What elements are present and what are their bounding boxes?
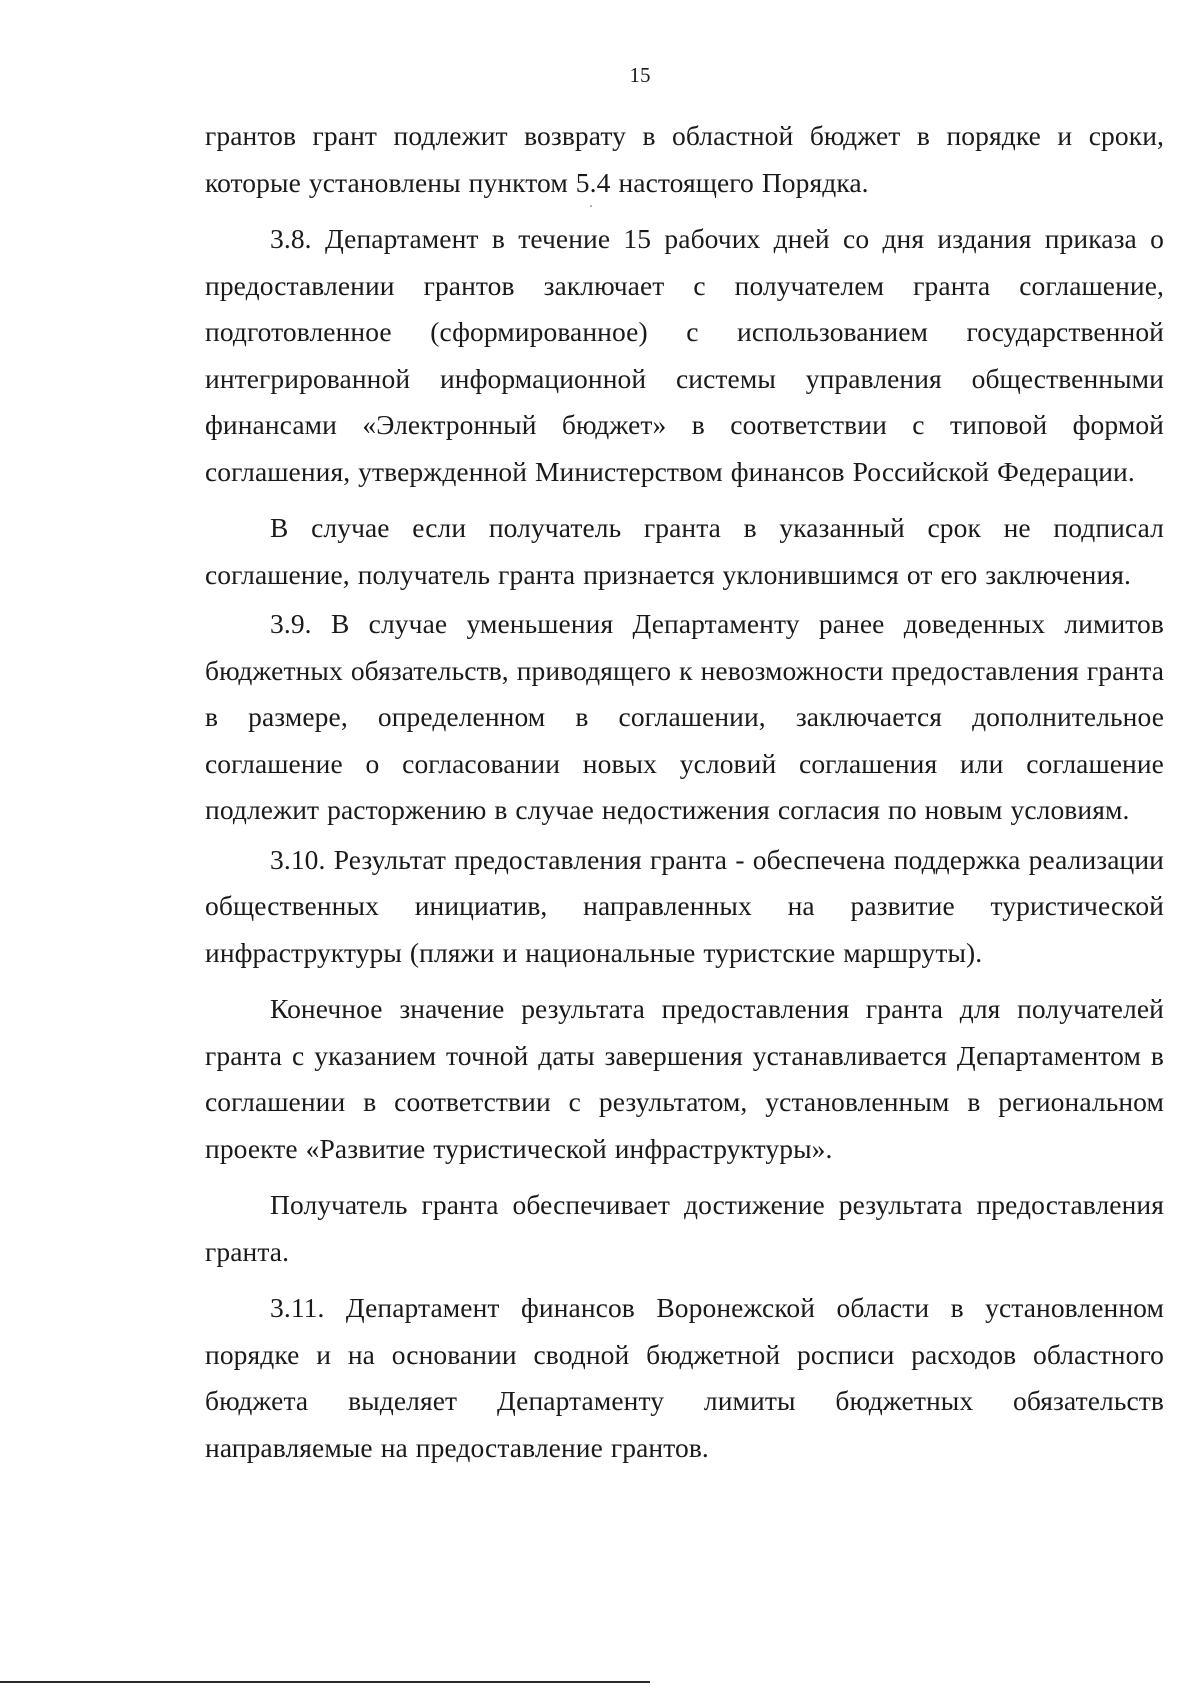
paragraph-continuation: грантов грант подлежит возврату в областной бюджет в порядке и сроки, которые установлены пунктом 5.4 настоящего Порядка. [205, 120, 1164, 198]
scan-bottom-edge-line [0, 1681, 650, 1683]
paragraph-clause-3-9: 3.9. В случае уменьшения Департаменту ранее доведенных лимитов бюджетных обязательств, приводящего к невозможности предоставления гранта в размере, определенном в соглашении, заключается дополнительное соглашение о согласовании новых условий соглашения или соглашение подлежит расторжению в случае недостижения согласия по новым условиям. [205, 608, 1164, 825]
paragraph-clause-3-8: 3.8. Департамент в течение 15 рабочих дней со дня издания приказа о предоставлении грантов заключает с получателем гранта соглашение, подготовленное (сформированное) с использованием государственной интегрированной информационной системы управления общественными финансами «Электронный бюджет» в соответствии с типовой формой соглашения, утвержденной Министерством финансов Российской Федерации. [205, 223, 1164, 487]
paragraph-clause-3-10-final-value: Конечное значение результата предоставления гранта для получателей гранта с указанием точной даты завершения устанавливается Департаментом в соглашении в соответствии с результатом, установленным в региональном проекте «Развитие туристической инфраструктуры». [205, 993, 1164, 1164]
page-number: 15 [629, 63, 651, 87]
paragraph-clause-3-11: 3.11. Департамент финансов Воронежской области в установленном порядке и на основании сводной бюджетной росписи расходов областного бюджета выделяет Департаменту лимиты бюджетных обязательств направляемые на предоставление грантов. [205, 1292, 1164, 1463]
document-body [205, 113, 1164, 1474]
paragraph-clause-3-10-recipient: Получатель гранта обеспечивает достижение результата предоставления гранта. [205, 1189, 1164, 1267]
paragraph-clause-3-10: 3.10. Результат предоставления гранта - обеспечена поддержка реализации общественных инициатив, направленных на развитие туристической инфраструктуры (пляжи и национальные туристские маршруты). [205, 843, 1164, 968]
paragraph-clause-3-8-refusal: В случае если получатель гранта в указанный срок не подписал соглашение, получатель гранта признается уклонившимся от его заключения. [205, 512, 1164, 590]
